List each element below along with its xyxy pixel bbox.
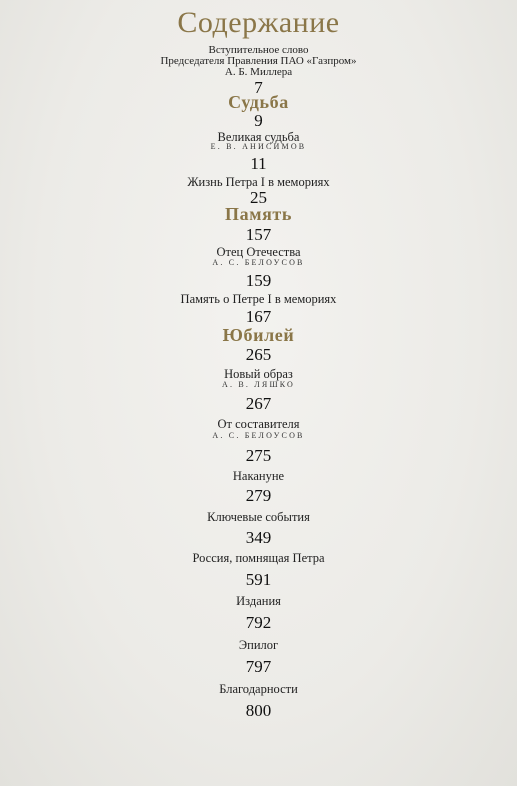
intro-line-3: А. Б. Миллера bbox=[224, 66, 293, 78]
intro-line-2: Председателя Правления ПАО «Газпром» bbox=[160, 55, 357, 67]
entry-title: Россия, помнящая Петра bbox=[192, 551, 325, 565]
entry-title: Отец Отечества bbox=[216, 245, 301, 259]
section-page-yubiley: 265 bbox=[245, 345, 272, 364]
entry-title: Накануне bbox=[232, 469, 285, 483]
entry-author: А. С. БЕЛОУСОВ bbox=[212, 431, 305, 440]
entry-page-number: 797 bbox=[245, 657, 272, 676]
section-page-pamyat: 157 bbox=[245, 225, 272, 244]
toc-title: Содержание bbox=[177, 6, 340, 39]
entry-page-number: 25 bbox=[250, 188, 267, 207]
entry-page-number: 591 bbox=[245, 570, 272, 589]
entry-title: Эпилог bbox=[238, 638, 279, 652]
entry-page-number: 279 bbox=[245, 486, 272, 505]
entry-page-number: 800 bbox=[245, 701, 272, 720]
intro-page-number: 7 bbox=[254, 78, 263, 97]
entry-title: Великая судьба bbox=[217, 130, 300, 144]
section-title-sudba: Судьба bbox=[228, 92, 289, 112]
entry-title: Жизнь Петра I в мемориях bbox=[187, 175, 330, 189]
entry-page-number: 11 bbox=[250, 154, 267, 173]
entry-title: Память о Петре I в мемориях bbox=[180, 292, 337, 306]
entry-page-number: 349 bbox=[245, 528, 272, 547]
entry-author: А. С. БЕЛОУСОВ bbox=[212, 258, 305, 267]
section-page-sudba: 9 bbox=[254, 111, 263, 130]
intro-line-1: Вступительное слово bbox=[208, 44, 309, 56]
entry-title: Новый образ bbox=[224, 367, 293, 381]
entry-title: Ключевые события bbox=[207, 510, 310, 524]
entry-page-number: 792 bbox=[245, 613, 272, 632]
entry-author: Е. В. АНИСИМОВ bbox=[210, 142, 307, 151]
entry-title: Издания bbox=[236, 594, 281, 608]
entry-page-number: 275 bbox=[245, 446, 272, 465]
entry-author: А. В. ЛЯШКО bbox=[221, 380, 296, 389]
entry-page-number: 267 bbox=[245, 394, 272, 413]
entry-page-number: 167 bbox=[245, 307, 272, 326]
entry-title: От составителя bbox=[217, 417, 300, 431]
section-title-pamyat: Память bbox=[225, 204, 292, 224]
entry-title: Благодарности bbox=[219, 682, 298, 696]
entry-page-number: 159 bbox=[245, 271, 272, 290]
section-title-yubiley: Юбилей bbox=[222, 325, 295, 345]
